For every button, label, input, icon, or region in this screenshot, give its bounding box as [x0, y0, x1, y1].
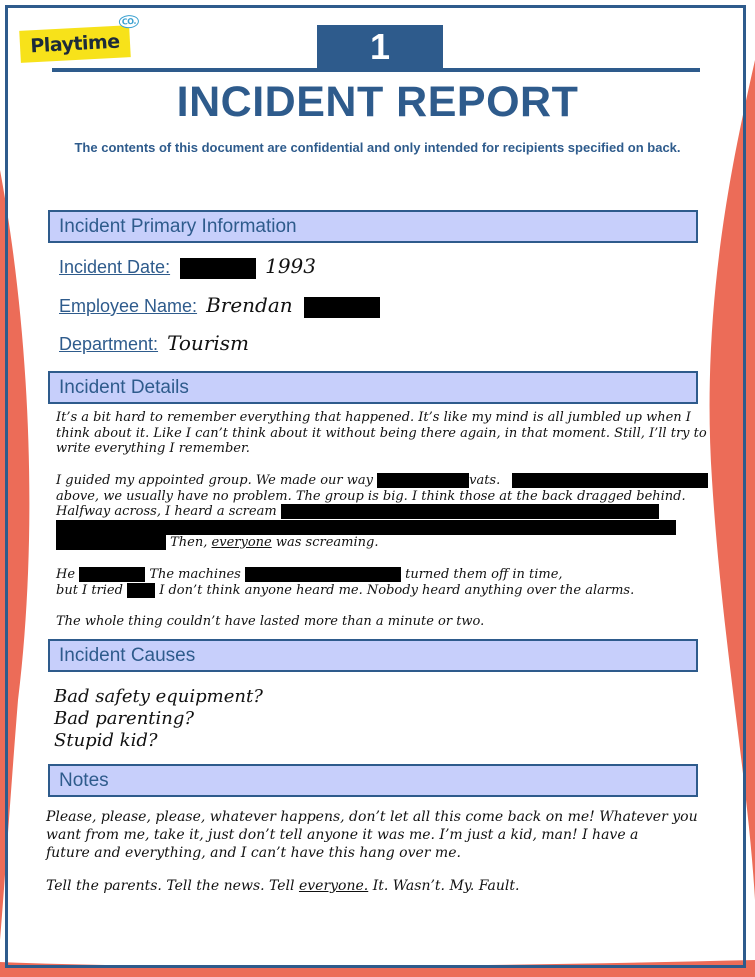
- playtime-logo: [19, 16, 137, 63]
- page-title: INCIDENT REPORT: [176, 78, 579, 126]
- text-segment: Then,: [170, 535, 208, 550]
- department-label: Department:: [59, 334, 159, 354]
- text-line: above, we usually have no problem. The group is big. I think those at the back dragged behind.: [56, 488, 686, 504]
- redaction-bar: [281, 504, 659, 519]
- section-heading: Incident Details: [59, 376, 189, 398]
- text-segment: turned them off in time,: [405, 567, 563, 582]
- cause-item: Stupid kid?: [54, 730, 158, 751]
- employee-name-field: [59, 293, 380, 318]
- text-segment: It. Wasn’t. My. Fault.: [372, 878, 520, 894]
- text-segment: Tell the parents. Tell the news. Tell: [46, 878, 295, 894]
- cause-item: Bad safety equipment?: [54, 686, 263, 707]
- redaction-bar: [377, 473, 469, 488]
- incident-date-field: [59, 254, 316, 279]
- department-value: Tourism: [167, 331, 249, 355]
- incident-date-value: 1993: [265, 254, 317, 278]
- text-segment: but I tried: [56, 582, 123, 598]
- text-segment: Halfway across, I heard a scream: [56, 504, 277, 519]
- redaction-bar: [245, 567, 401, 582]
- text-line: future and everything, and I can’t have this hang over me.: [46, 845, 461, 861]
- text-line: [56, 504, 708, 520]
- redaction-bar: [304, 297, 380, 318]
- text-segment: was screaming.: [275, 535, 379, 550]
- details-paragraph-1: [56, 410, 707, 457]
- redaction-bar: [127, 583, 155, 598]
- redaction-bar: [180, 258, 256, 279]
- text-segment: He: [56, 567, 76, 582]
- cause-item: Bad parenting?: [54, 708, 195, 729]
- text-line: [56, 473, 708, 489]
- text-line: [56, 583, 634, 599]
- redaction-bar: [79, 567, 145, 582]
- text-segment: vats.: [469, 473, 501, 488]
- redaction-bar: [56, 535, 166, 550]
- section-notes: [48, 764, 698, 797]
- text-segment-underlined: everyone.: [298, 878, 369, 894]
- details-paragraph-2: [56, 473, 708, 551]
- causes-list: [54, 686, 263, 752]
- employee-name-label: Employee Name:: [59, 296, 198, 316]
- text-line: write everything I remember.: [56, 441, 250, 456]
- redaction-bar: [512, 473, 708, 488]
- notes-paragraph-1: [46, 808, 698, 862]
- confidential-notice: The contents of this document are confidential and only intended for recipients specified on back.: [74, 140, 681, 155]
- incident-date-label: Incident Date:: [59, 257, 171, 277]
- text-line: think about it. Like I can’t think about it without being there again, in that moment. Still, I’ll try to: [56, 425, 707, 441]
- text-line: [56, 567, 634, 583]
- report-number-badge: 1: [317, 25, 443, 69]
- section-heading: Notes: [59, 769, 109, 791]
- section-heading: Incident Primary Information: [59, 215, 297, 237]
- text-line: It’s a bit hard to remember everything that happened. It’s like my mind is all jumbled up when I: [56, 410, 691, 425]
- redaction-bar: [56, 520, 676, 535]
- text-line: Please, please, please, whatever happens, don’t let all this come back on me! Whatever you: [46, 809, 698, 825]
- text-line: [56, 535, 708, 551]
- text-segment-underlined: everyone: [211, 535, 272, 550]
- text-segment: I guided my appointed group. We made our way: [56, 473, 373, 488]
- text-segment: I don’t think anyone heard me. Nobody heard anything over the alarms.: [159, 582, 635, 598]
- logo-text: Playtime: [29, 30, 121, 58]
- text-segment: The machines: [149, 567, 241, 582]
- text-line: want from me, take it, just don’t tell anyone it was me. I’m just a kid, man! I have a: [46, 827, 639, 843]
- details-paragraph-4: The whole thing couldn’t have lasted more than a minute or two.: [56, 614, 485, 629]
- header-rule: [52, 68, 700, 72]
- employee-name-value: Brendan: [206, 293, 293, 317]
- section-heading: Incident Causes: [59, 644, 196, 666]
- section-incident-causes: [48, 639, 698, 672]
- department-field: [59, 331, 249, 355]
- section-incident-details: [48, 371, 698, 404]
- text-line: [56, 520, 708, 536]
- details-paragraph-3: [56, 567, 634, 598]
- notes-paragraph-2: [46, 877, 519, 895]
- section-primary-info: [48, 210, 698, 243]
- logo-co-badge: CO.: [119, 15, 140, 29]
